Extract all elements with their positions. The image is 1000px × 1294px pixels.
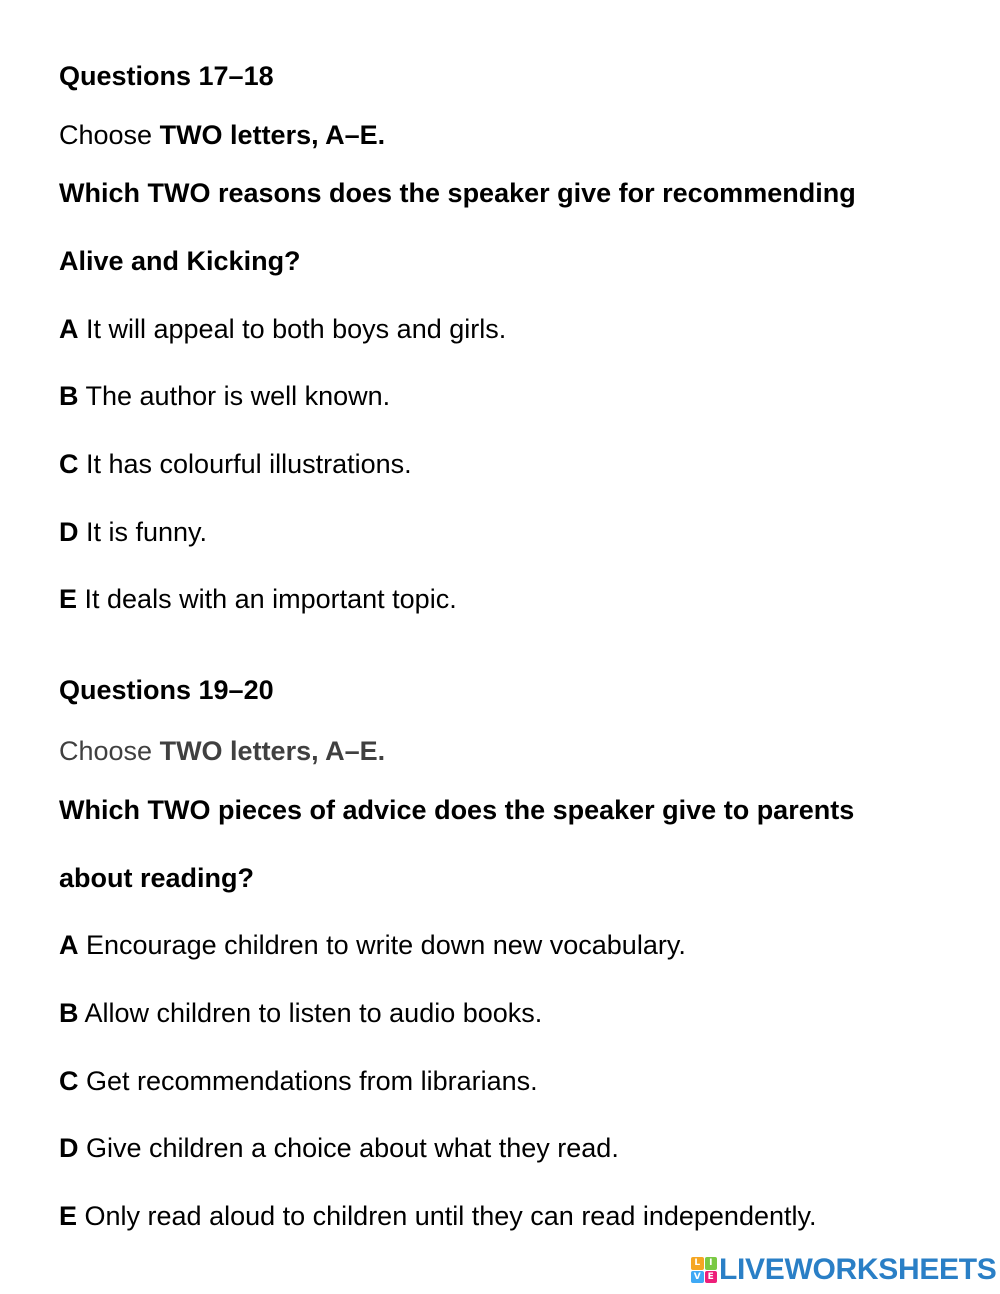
section1-option-e	[59, 582, 457, 616]
option-text: Encourage children to write down new vocabulary.	[78, 930, 686, 960]
logo-mark-v: V	[691, 1271, 704, 1284]
option-letter: A	[59, 314, 79, 344]
section1-instruction	[59, 118, 385, 152]
option-letter: E	[59, 1201, 78, 1231]
option-text: It will appeal to both boys and girls.	[78, 314, 507, 344]
section2-instruction	[59, 734, 385, 768]
section1-instruction-bold: TWO letters, A–E.	[159, 120, 386, 150]
option-text: Get recommendations from librarians.	[78, 1066, 538, 1096]
section2-option-c	[59, 1064, 538, 1098]
section1-option-c	[59, 447, 412, 481]
option-letter: A	[59, 930, 79, 960]
logo-mark-icon	[691, 1257, 717, 1283]
section2-option-a	[59, 928, 686, 962]
option-letter: B	[59, 998, 79, 1028]
option-text: It deals with an important topic.	[77, 584, 457, 614]
option-text: Allow children to listen to audio books.	[78, 998, 543, 1028]
section1-question-line2: Alive and Kicking?	[59, 246, 301, 276]
liveworksheets-logo	[691, 1254, 997, 1286]
logo-mark-i: I	[705, 1257, 718, 1270]
option-letter: C	[59, 1066, 79, 1096]
option-letter: D	[59, 1133, 79, 1163]
section2-option-e	[59, 1199, 817, 1233]
section2-option-d	[59, 1131, 619, 1165]
option-text: Give children a choice about what they read.	[78, 1133, 619, 1163]
section1-instruction-prefix: Choose	[59, 120, 160, 150]
section2-instruction-bold: TWO letters, A–E.	[159, 736, 386, 766]
section1-option-d	[59, 515, 207, 549]
section2-option-b	[59, 996, 542, 1030]
option-letter: C	[59, 449, 79, 479]
section2-question-line2: about reading?	[59, 863, 254, 893]
option-text: It is funny.	[78, 517, 208, 547]
section1-option-a	[59, 312, 506, 346]
section2-instruction-prefix: Choose	[59, 736, 160, 766]
logo-text: LIVEWORKSHEETS	[719, 1253, 997, 1286]
section2-question-line1: Which TWO pieces of advice does the speaker give to parents	[59, 795, 855, 825]
option-text: It has colourful illustrations.	[78, 449, 412, 479]
section1-heading: Questions 17–18	[59, 61, 274, 91]
option-text: The author is well known.	[78, 381, 391, 411]
section1-question-line1: Which TWO reasons does the speaker give for recommending	[59, 178, 856, 208]
option-letter: E	[59, 584, 78, 614]
section1-option-b	[59, 379, 390, 413]
option-text: Only read aloud to children until they can read independently.	[77, 1201, 817, 1231]
option-letter: D	[59, 517, 79, 547]
option-letter: B	[59, 381, 79, 411]
logo-mark-l: L	[691, 1257, 704, 1270]
section2-heading: Questions 19–20	[59, 675, 274, 705]
logo-mark-e: E	[705, 1271, 718, 1284]
